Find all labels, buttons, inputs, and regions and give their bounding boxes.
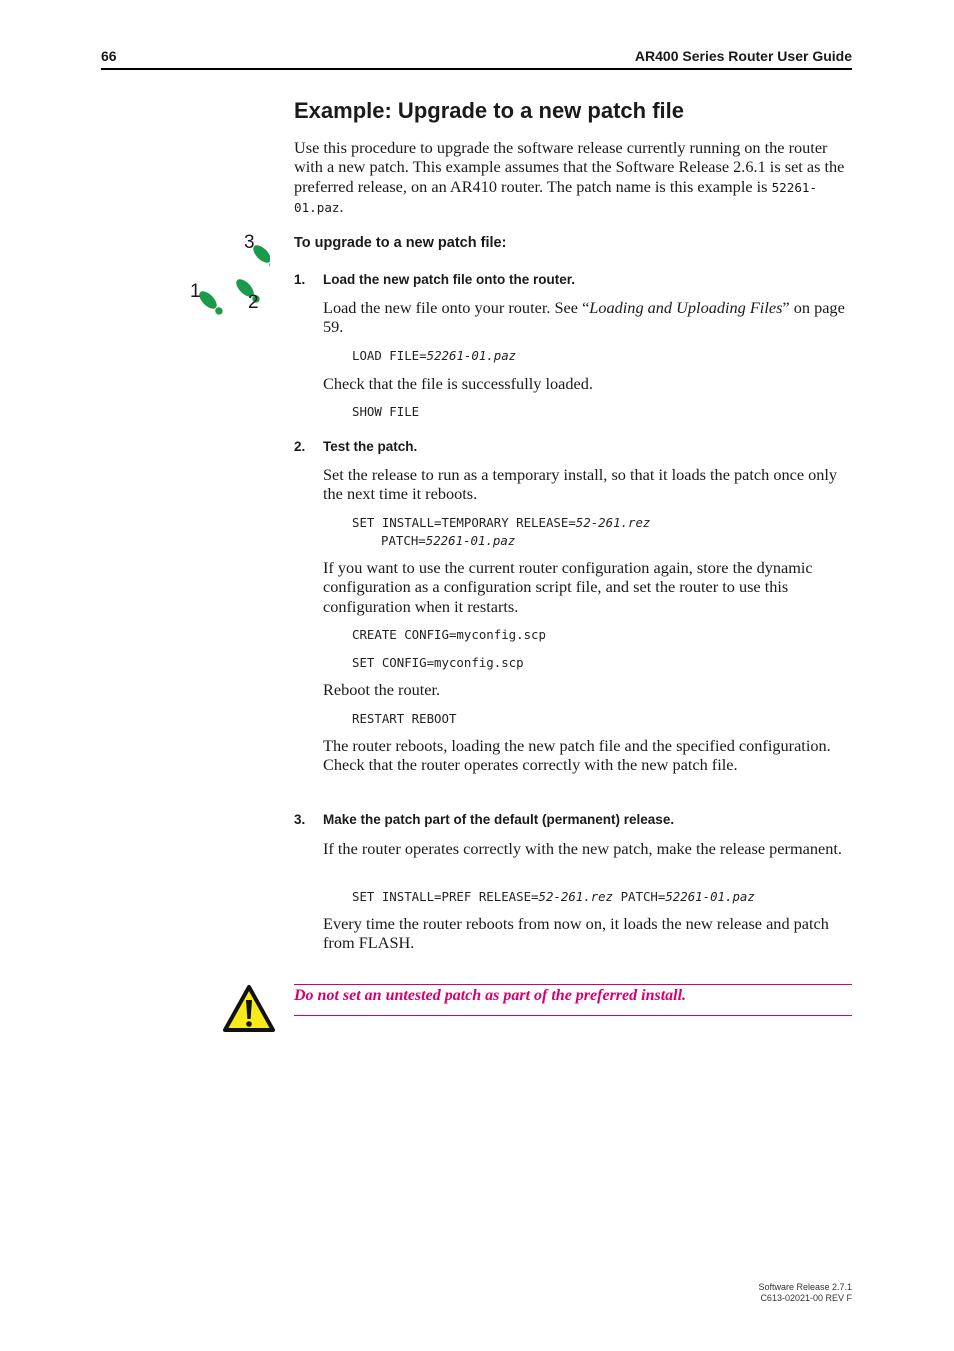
command-set-install-temporary-continued <box>381 533 515 548</box>
step-2-paragraph-2: If you want to use the current router configuration again, store the dynamic configuration as a configuration script file, and set the router to use this configuration when it restarts. <box>323 558 813 616</box>
step-number: 2. <box>294 439 306 454</box>
warning-icon <box>222 984 276 1034</box>
warning-top-rule <box>294 984 852 985</box>
step-2-paragraph-3: Reboot the router. <box>323 680 441 699</box>
command-variable: 52261-01.paz <box>426 348 517 363</box>
command-load-file <box>352 348 516 363</box>
header-rule <box>101 68 852 70</box>
step-2-paragraph-1: Set the release to run as a temporary install, so that it loads the patch once only the next time it reboots. <box>323 465 838 504</box>
footer <box>700 1282 852 1304</box>
step-heading-text: Test the patch. <box>323 439 418 454</box>
command-set-install-pref <box>352 889 755 904</box>
command-text: LOAD FILE= <box>352 348 427 363</box>
step-1-paragraph-2: Check that the file is successfully loaded. <box>323 374 593 393</box>
warning-text: Do not set an untested patch as part of the preferred install. <box>294 987 687 1004</box>
step-heading-text: Load the new patch file onto the router. <box>323 272 576 287</box>
command-set-config: SET CONFIG=myconfig.scp <box>352 655 524 670</box>
command-restart-reboot: RESTART REBOOT <box>352 711 457 726</box>
command-text: PATCH= <box>613 889 666 904</box>
running-header-title: AR400 Series Router User Guide <box>634 48 852 64</box>
intro-paragraph <box>294 138 852 218</box>
section-title: Example: Upgrade to a new patch file <box>294 98 684 123</box>
command-set-install-temporary <box>352 515 650 530</box>
command-text: SET INSTALL=PREF RELEASE= <box>352 889 539 904</box>
intro-end: . <box>339 197 344 217</box>
step-3-paragraph-1: If the router operates correctly with the new patch, make the release permanent. <box>323 839 842 858</box>
step-2-paragraph-4: The router reboots, loading the new patch file and the specified configuration. Check that the router operates correctly with the new patch file. <box>323 736 831 775</box>
step-1-paragraph-1 <box>323 298 852 337</box>
cross-reference: Loading and Uploading Files <box>589 298 783 317</box>
page-number: 66 <box>101 48 117 64</box>
command-variable: 52-261.rez <box>575 515 651 530</box>
footstep-label-1: 1 <box>190 281 201 302</box>
footer-release: Software Release 2.7.1 <box>758 1282 852 1292</box>
procedure-title: To upgrade to a new patch file: <box>294 235 507 251</box>
paragraph-text: ” on page 59. <box>323 298 845 337</box>
command-variable: 52-261.rez <box>538 889 614 904</box>
command-text: SET INSTALL=TEMPORARY RELEASE= <box>352 515 576 530</box>
command-variable: 52261-01.paz <box>665 889 755 904</box>
step-number: 3. <box>294 812 306 827</box>
step-3-paragraph-2: Every time the router reboots from now on, it loads the new release and patch from FLASH. <box>323 914 829 953</box>
footstep-label-3: 3 <box>244 232 255 253</box>
command-create-config: CREATE CONFIG=myconfig.scp <box>352 627 546 642</box>
intro-text: Use this procedure to upgrade the software release currently running on the router with a new patch. This example assumes that the Software Release 2.6.1 is set as the preferred release, on an AR410 router. The patch name is this example is <box>294 138 845 196</box>
paragraph-text: Load the new file onto your router. See “ <box>323 298 590 317</box>
warning-bottom-rule <box>294 1015 852 1016</box>
step-number: 1. <box>294 272 306 287</box>
footstep-label-2: 2 <box>248 292 259 313</box>
footer-document-id: C613-02021-00 REV F <box>760 1293 852 1303</box>
command-show-file: SHOW FILE <box>352 404 420 419</box>
command-text: PATCH= <box>381 533 426 548</box>
intro-filename: 52261-01.paz <box>294 179 818 216</box>
command-variable: 52261-01.paz <box>425 533 516 548</box>
step-heading-text: Make the patch part of the default (permanent) release. <box>323 812 675 827</box>
